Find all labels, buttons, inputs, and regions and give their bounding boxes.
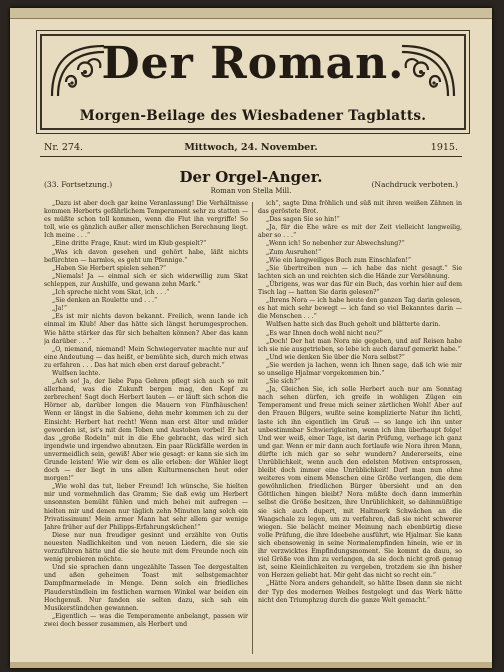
masthead-title: Der Roman. [101, 38, 405, 89]
paragraph: „Ja, Gleichen Sie, ich solle Herbert auch nur am Sonntag nach sehen dürfen, ich greife in wohligen Zügen ein Temperament und freue mich seiner zärtlichen Wohl! Aber auf den Frauen Bilgers, wußte seine komplizierte Natur ihn lichtl, laste ich ihn eigentlich im Gruß — so lange ich ihn unter unbestimmbar Schwierigkeiten, wenn ich ihm überhaupt folge! Und wer weiß, einer Tage, ist darin Prüfung, verhage ich ganz und gar. Wenn er mir dann auch fortlaufe wie Nora ihren Mann, dürfte ich mich gar so sehr wundern? Andererseits, eine Unrüblichkeit, wenn auch den edelsten Motiven entsprossen, bleibt doch immer eine Unrüblichkeit! Darf man nun ohne weiteres vom einem Menschen eine Größe verlangen, die dem gewöhnlichen friedlichen Bürger übersieht und an den Göttlichen hingen bleibt? Nora müßte doch dann immerhin selbst die Größe besitzen, ihre Unrüblichkeit, so dahinmüßtige sie sich auch dupert, mit Haltmerk Schwächen an die Waagschale zu legen, um zu verfahren, daß sie nicht schwerer wiegen. Sie belächt meiner Meinung nach ebenbürtig diese volle Prüfung, die ihre Ideebehe ausführt, wie Hjalmar. Sie kann sich ebensowenig in seine Normalempfinden hinein, wie er in ihr verzwicktes Empfindungsmoment. Sie kommt da dauu, so viel Größe von ihm zu verlangen, da sie doch nicht groß genug ist, seine Kleinlichkeiten zu vergeben, trotzdem sie ihn bisher von Herzen geliebt hat. Mir geht das nicht so recht ein.“ [258, 386, 462, 580]
paragraph: „Ach so! Ja, der liebe Papa Gehren pflegt sich auch so mit allerhand, was die Zukunft bergen mag, den Kopf zu zerbrechen! Sagt doch Herbert lauten — er läuft sich schon die Hörner ab, darüber longen die Mauern von Fünfhäuschen! Wenn er längst in die Sabiene, dehn mehr kommen ich zu der Einsicht: Herbert hat recht! Wenn man erst älter und müder geworden ist, ist's mit dem Toben und Austoben vorbei! Er hat das „große Rodeln“ mit in die Ehe gebracht, das wird sich irgendwie und irgendwo abnutzen. Ein paar Rückfälle werden in unvermeidlich sein, gewiß! Aber wie gesagt: er kann sie sich im Grunde leisten! Wie wir dem es alle erleben: der Wähler liegt doch — der liegt in uns allen Kulturmenschen heut oder morgen!“ [44, 378, 248, 483]
paragraph: „Haben Sie Herbert spielen sehen?“ [52, 264, 167, 272]
paragraph: „Wenn ich! So nebenher zur Abwechslung?“ [266, 240, 405, 248]
paragraph: „Was ich davon gesehen und gehört habe, läßt nichts befürchten — harmlos, es geht um Pfennige.“ [44, 248, 248, 264]
paragraph: Und sie sprachen dann ungezählte Tassen Tee dergestalten und aßen geheimen Toast mit selbstgemachter Dampfmarmelade in Menge. Denn solch ein friedliches Plauderstündlein im festlichen warmen Winkel war beiden ein Hochgenuß. Nur fanden sie selten dazu, sich sah ein Musikerstündchen gewannen. [44, 564, 248, 612]
newspaper-page [10, 8, 492, 668]
paragraph: „Sie sich?“ [266, 378, 301, 386]
paragraph: „Dazu ist aber doch gar keine Veranlassung! Die Verhältnisse kommen Herberts gefährlichem Temperament sehr zu statten — es müßte schon toll kommen, wenn die Flut ihn vergriffe! So toll, wie es gänzlich außer aller menschlichen Berechnung liegt. Ich meine . . .“ [44, 200, 248, 240]
paragraph: „Das sagen Sie so hin!“ [266, 216, 340, 224]
paragraph: „Eine dritte Frage, Knut: wird im Klub gespielt?“ [52, 240, 207, 248]
paragraph: „O, niemand, niemand! Mein Schwiegervater machte nur auf eine Andeutung — das heißt, er bemühte sich, durch mich etwas zu erfahren . . . Das hat mich eben erst darauf gebracht.“ [44, 345, 248, 369]
story-title: Der Orgel-Anger. [179, 168, 323, 186]
paragraph: Wulfsen hatte sich das Buch geholt und blätterte darin. [266, 321, 441, 329]
masthead-subtitle: Morgen-Beilage des Wiesbadener Tagblatts. [79, 108, 427, 124]
paragraph: „Es ist mir nichts davon bekannt. Freilich, wenn lande ich einmal im Klub! Aber das hätte sich längst herumgesprochen. Wie hätte stärker das für sich behalten können? Aber das kann ja darüber . . .“ [44, 313, 248, 345]
paragraph: Wulfsen lachte. [52, 369, 101, 377]
paragraph: „Hätte Nora anders gehandelt, so hätte Ibsen dann sie nicht der Typ des modernen Weibes festgelegt und das Werk hätte nicht den Triumphzug durch die ganze Welt gemacht.“ [258, 580, 462, 604]
page-bottom-edge [10, 662, 492, 668]
masthead-frame [40, 34, 466, 130]
text-column-left [44, 200, 248, 658]
paragraph: „Ja!“ [52, 305, 68, 313]
column-divider [252, 202, 253, 654]
story-header-row [40, 174, 462, 192]
issue-date: Mittwoch, 24. November. [184, 142, 318, 153]
paragraph: „Eigentlich — was die Temperamente anbelangt, passen wir zwei doch besser zusammen, als Herbert und [44, 612, 248, 628]
paragraph: „Übrigens, was war das für ein Buch, das vorhin hier auf dem Tisch lag — hatten Sie darin gelesen?“ [258, 280, 462, 297]
paragraph: „Wie wohl das tut, lieber Freund! Ich wünsche, Sie hielten mir und vormehmlich das Gramm; Sie daß ewig um Herbert unsonnsten bemüht fühlen und mich behei mit aufregen — hielten mir und denen nur täglich zehn Minuten lang solch ein Privatissimum! Mein armer Mann hat sehr allem gar wenige Jahre früher auf der Philipps-Erfahrungsküchen!“ [44, 483, 248, 531]
paragraph: „Doch! Der hat man Nora nie gegeben, und auf Reisen habe ich sie nie ausgetrieben, so lebe ich auch darauf gemerkt habe.“ [258, 337, 462, 353]
masthead [36, 30, 470, 134]
issue-year: 1915. [430, 142, 458, 153]
paragraph: „Zum Ausruhen!“ [266, 248, 322, 256]
paragraph: „Wie ein langweiliges Buch zum Einschlafen!“ [266, 256, 412, 264]
paragraph: „Niemals! Ja — einmal sich er sich widerwillig zum Skat schleppen, zur Aushilfe, und gewann zehn Mark.“ [44, 272, 248, 288]
issue-number: Nr. 274. [44, 142, 84, 153]
paragraph: „Und wie denken Sie über die Nora selbst?“ [266, 353, 405, 361]
paragraph: „Es war Ihnen doch wohl nicht neu?“ [266, 329, 383, 337]
paragraph: Diese nur nun freudiger gesinnt und erzählte von Outis neuesten Nadlichkeiten und von neuen Liedern, die sie sie vorzuführen hätte und die sie heute mit dem Freunde noch ein wenig probieren möchte. [44, 531, 248, 564]
paragraph: „Sie werden ja lachen, wenn ich Ihnen sage, daß ich wie mir so unselige Hjalmar vorgekommen bin.“ [258, 361, 462, 377]
paragraph: „Sie übertreiben nun — ich habe das nicht gesagt.“ Sie lachten sich an und reichten sich die Hände zur Versöhnung. [258, 264, 462, 280]
reprint-notice: (Nachdruck verboten.) [371, 180, 458, 189]
previous-page-edge [10, 8, 492, 19]
story-author: Roman von Stella Mill. [210, 187, 292, 195]
paragraph: „Ja, für die Ehe wäre es mit der Zeit vielleicht langweilig, aber so . . .“ [258, 224, 462, 240]
paragraph: „Sie denken an Roulette und . . .“ [52, 297, 158, 305]
text-column-right [258, 200, 462, 658]
paragraph: „Ich spreche nicht vom Skat, ich . . .“ [52, 289, 170, 297]
dateline [40, 140, 462, 157]
paragraph: ich“, sagte Dina fröhlich und süß mit ihren weißen Zähnen in das geröstete Brot. [258, 200, 462, 216]
continuation-note: (33. Fortsetzung.) [44, 180, 113, 189]
paragraph: „Ihrens Nora — ich habe heute den ganzen Tag darin gelesen, es hat mich sehr bewegt — ich fand so viel Bekanntes darin — die Menschen . . .“ [258, 297, 462, 321]
